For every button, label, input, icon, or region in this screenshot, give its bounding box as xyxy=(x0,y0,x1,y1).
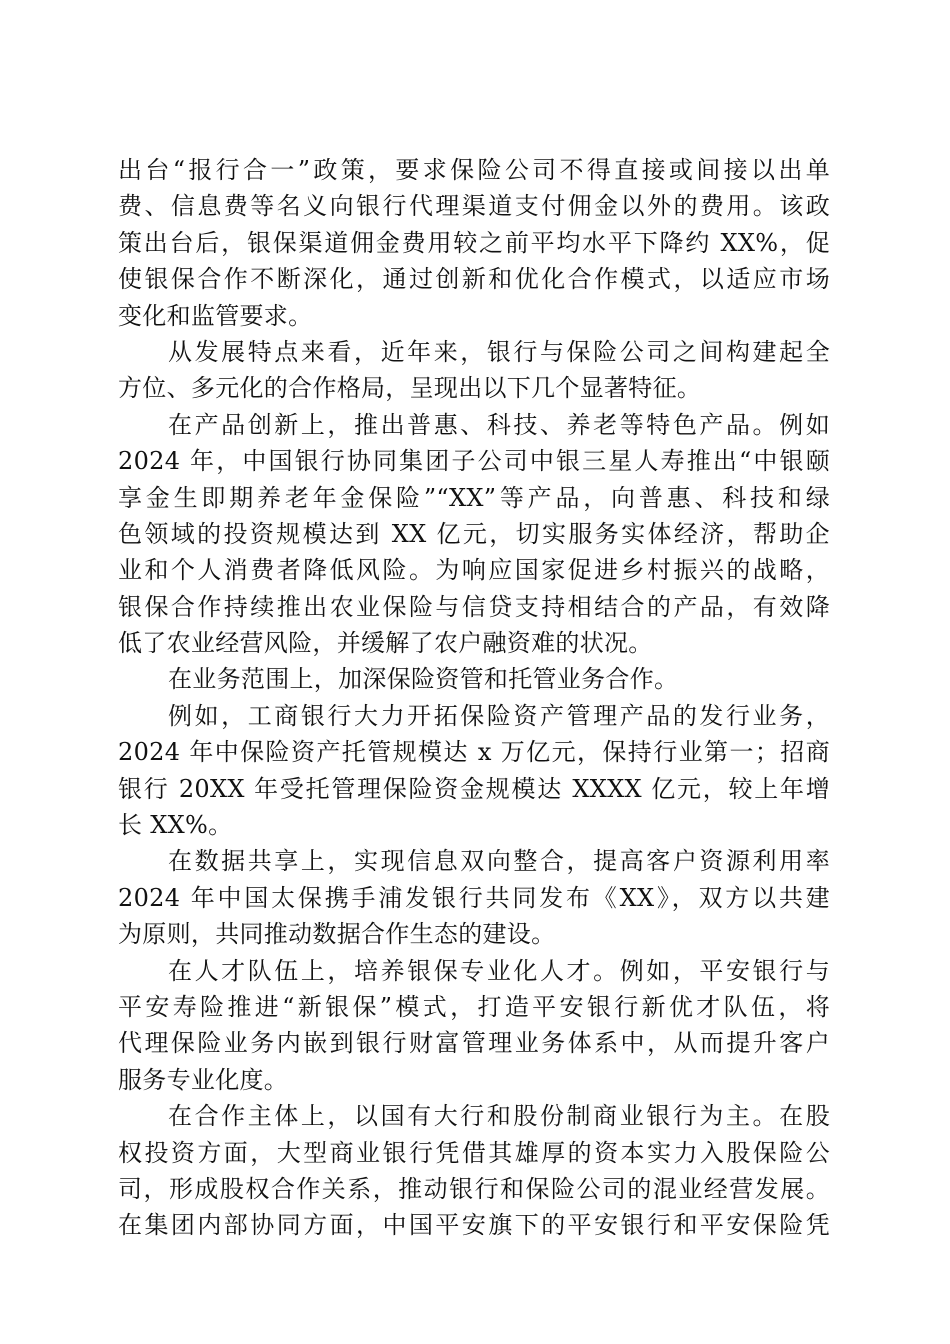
text-line: 在业务范围上，加深保险资管和托管业务合作。 xyxy=(168,665,679,694)
text-line: 例如，工商银行大力开拓保险资产管理产品的发行业务， xyxy=(168,701,830,730)
text-line: 在合作主体上，以国有大行和股份制商业银行为主。在股 xyxy=(168,1102,830,1131)
text-line: 服务专业化度。 xyxy=(118,1065,289,1094)
text-line: 司，形成股权合作关系，推动银行和保险公司的混业经营发展。 xyxy=(118,1174,830,1203)
text-line: 长 XX%。 xyxy=(118,811,233,840)
text-line: 在人才队伍上，培养银保专业化人才。例如，平安银行与 xyxy=(168,956,830,985)
text-line: 2024 年，中国银行协同集团子公司中银三星人寿推出“中银颐 xyxy=(118,447,830,476)
text-line: 色领域的投资规模达到 XX 亿元，切实服务实体经济，帮助企 xyxy=(118,519,830,548)
text-line: 2024 年中国太保携手浦发银行共同发布《XX》，双方以共建 xyxy=(118,883,830,912)
text-line: 业和个人消费者降低风险。为响应国家促进乡村振兴的战略， xyxy=(118,556,830,585)
text-line: 方位、多元化的合作格局，呈现出以下几个显著特征。 xyxy=(118,374,702,403)
text-line: 银保合作持续推出农业保险与信贷支持相结合的产品，有效降 xyxy=(118,592,830,621)
document-body xyxy=(118,152,830,1244)
text-line: 出台“报行合一”政策，要求保险公司不得直接或间接以出单 xyxy=(118,156,830,184)
text-line: 代理保险业务内嵌到银行财富管理业务体系中，从而提升客户 xyxy=(118,1029,830,1058)
text-line: 2024 年中保险资产托管规模达 x 万亿元，保持行业第一；招商 xyxy=(118,738,830,767)
text-line: 变化和监管要求。 xyxy=(118,301,313,330)
text-line: 策出台后，银保渠道佣金费用较之前平均水平下降约 XX%，促 xyxy=(118,228,830,257)
text-line: 银行 20XX 年受托管理保险资金规模达 XXXX 亿元，较上年增 xyxy=(118,774,830,803)
text-line: 低了农业经营风险，并缓解了农户融资难的状况。 xyxy=(118,629,653,658)
text-line: 费、信息费等名义向银行代理渠道支付佣金以外的费用。该政 xyxy=(118,192,830,221)
text-line: 平安寿险推进“新银保”模式，打造平安银行新优才队伍，将 xyxy=(118,992,830,1021)
text-line: 在产品创新上，推出普惠、科技、养老等特色产品。例如 xyxy=(168,410,830,439)
text-line: 为原则，共同推动数据合作生态的建设。 xyxy=(118,920,556,949)
text-line: 使银保合作不断深化，通过创新和优化合作模式，以适应市场 xyxy=(118,265,830,294)
text-line: 权投资方面，大型商业银行凭借其雄厚的资本实力入股保险公 xyxy=(118,1138,830,1167)
text-line: 在数据共享上，实现信息双向整合，提高客户资源利用率 xyxy=(168,847,830,876)
text-line: 在集团内部协同方面，中国平安旗下的平安银行和平安保险凭 xyxy=(118,1211,830,1240)
text-line: 享金生即期养老年金保险”“XX”等产品，向普惠、科技和绿 xyxy=(118,483,830,512)
text-line: 从发展特点来看，近年来，银行与保险公司之间构建起全 xyxy=(168,337,830,366)
